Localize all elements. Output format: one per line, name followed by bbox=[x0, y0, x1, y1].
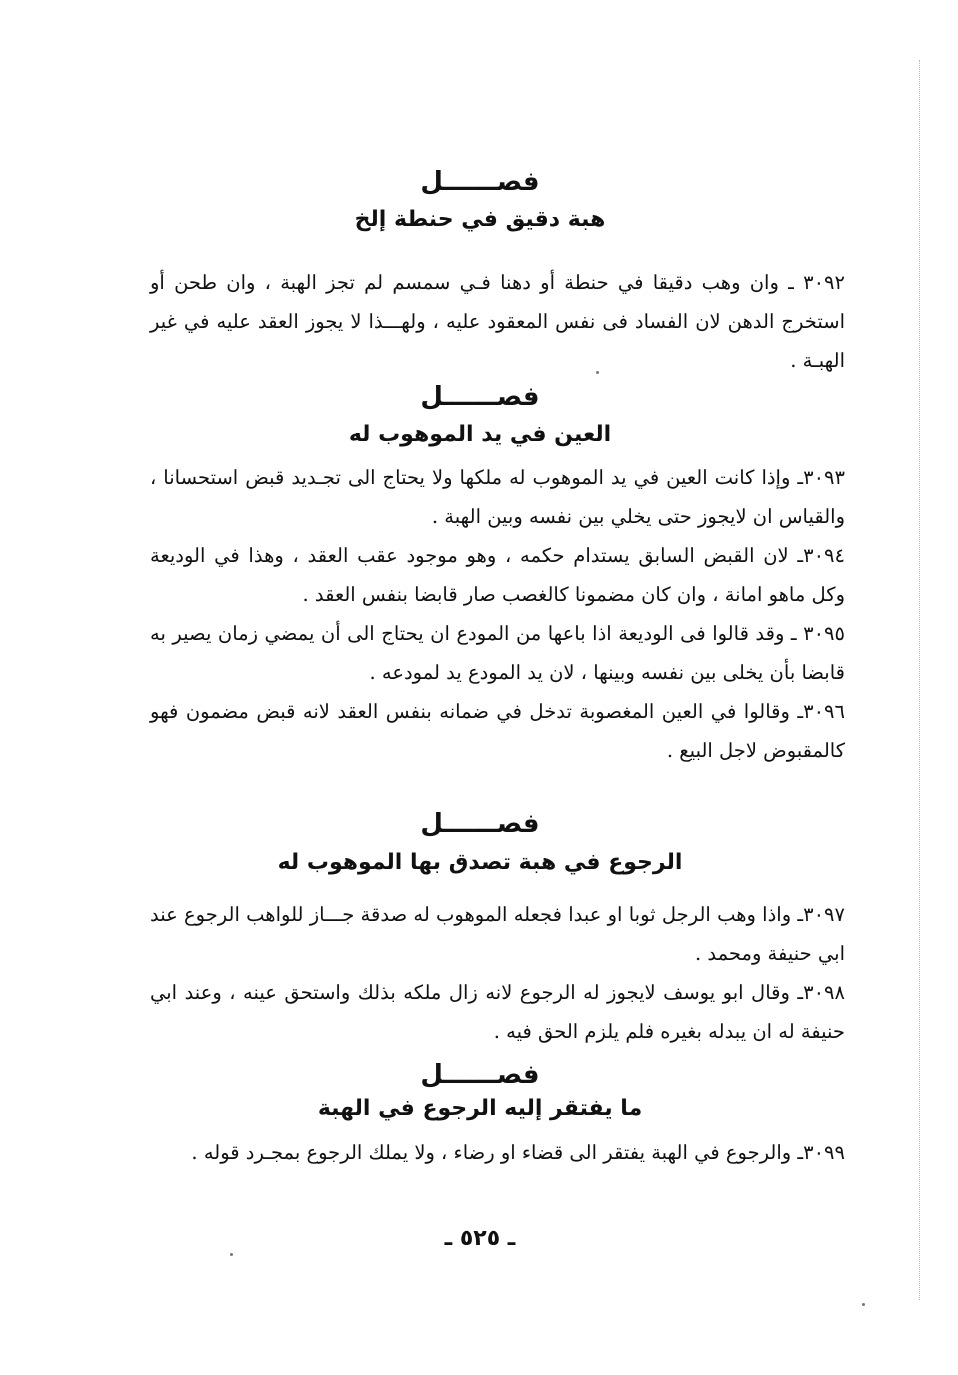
paragraph: ٣٠٩٥ ـ وقد قالوا فى الوديعة اذا باعها من المودع ان يحتاج الى أن يمضي زمان يصير به قابضا بأن يخلى بين نفسه وبينها ، لان يد المودع يد لمودعه . bbox=[150, 622, 845, 684]
paragraph: ٣٠٩٣ـ وإذا كانت العين في يد الموهوب له ملكها ولا يحتاج الى تجـديد قبض استحسانا ، والقياس ان لايجوز حتى يخلي بين نفسه وبين الهبة . bbox=[150, 466, 845, 528]
paragraph: ٣٠٩٨ـ وقال ابو يوسف لايجوز له الرجوع لانه زال ملكه بذلك واستحق عينه ، وعند ابي حنيفة له ان يبدله بغيره فلم يلزم الحق فيه . bbox=[150, 981, 845, 1043]
section-body bbox=[150, 895, 845, 1051]
section-marker: فصــــــل bbox=[420, 382, 540, 412]
paragraph: ٣٠٩٧ـ واذا وهب الرجل ثوبا او عبدا فجعله الموهوب له صدقة جـــاز للواهب الرجوع عند ابي حنيفة ومحمد . bbox=[150, 903, 845, 965]
scan-margin-line bbox=[919, 60, 920, 1300]
scan-speck bbox=[862, 1303, 865, 1306]
section-heading: الرجوع في هبة تصدق بها الموهوب له bbox=[277, 850, 683, 875]
paragraph: ٣٠٩٤ـ لان القبض السابق يستدام حكمه ، وهو موجود عقب العقد ، وهذا في الوديعة وكل ماهو امانة ، وان كان مضمونا كالغصب صار قابضا بنفس العقد . bbox=[150, 544, 845, 606]
section-heading: هبة دقيق في حنطة إلخ bbox=[354, 207, 606, 232]
page-number: ـ ٥٢٥ ـ bbox=[444, 1226, 516, 1251]
section-heading: العين في يد الموهوب له bbox=[348, 422, 612, 447]
section-body bbox=[150, 1133, 845, 1172]
section-body bbox=[150, 263, 845, 380]
paragraph: ٣٠٩٦ـ وقالوا في العين المغصوبة تدخل في ضمانه بنفس العقد لانه قبض مضمون فهو كالمقبوض لاجل البيع . bbox=[150, 700, 845, 762]
section-marker: فصــــــل bbox=[420, 1060, 540, 1090]
scan-speck bbox=[230, 1253, 233, 1256]
section-heading: ما يفتقر إليه الرجوع في الهبة bbox=[317, 1096, 643, 1121]
paragraph: ٣٠٩٩ـ والرجوع في الهبة يفتقر الى قضاء او رضاء ، ولا يملك الرجوع بمجـرد قوله . bbox=[191, 1141, 845, 1164]
section-marker: فصــــــل bbox=[420, 809, 540, 839]
paragraph: ٣٠٩٢ ـ وان وهب دقيقا في حنطة أو دهنا فـي سمسم لم تجز الهبة ، وان طحن أو استخرج الدهن لان الفساد فى نفس المعقود عليه ، ولهـــذا لا يجوز العقد عليه في غير الهبـة . bbox=[150, 271, 845, 372]
section-body bbox=[150, 458, 845, 770]
section-marker: فصــــــل bbox=[420, 167, 540, 197]
